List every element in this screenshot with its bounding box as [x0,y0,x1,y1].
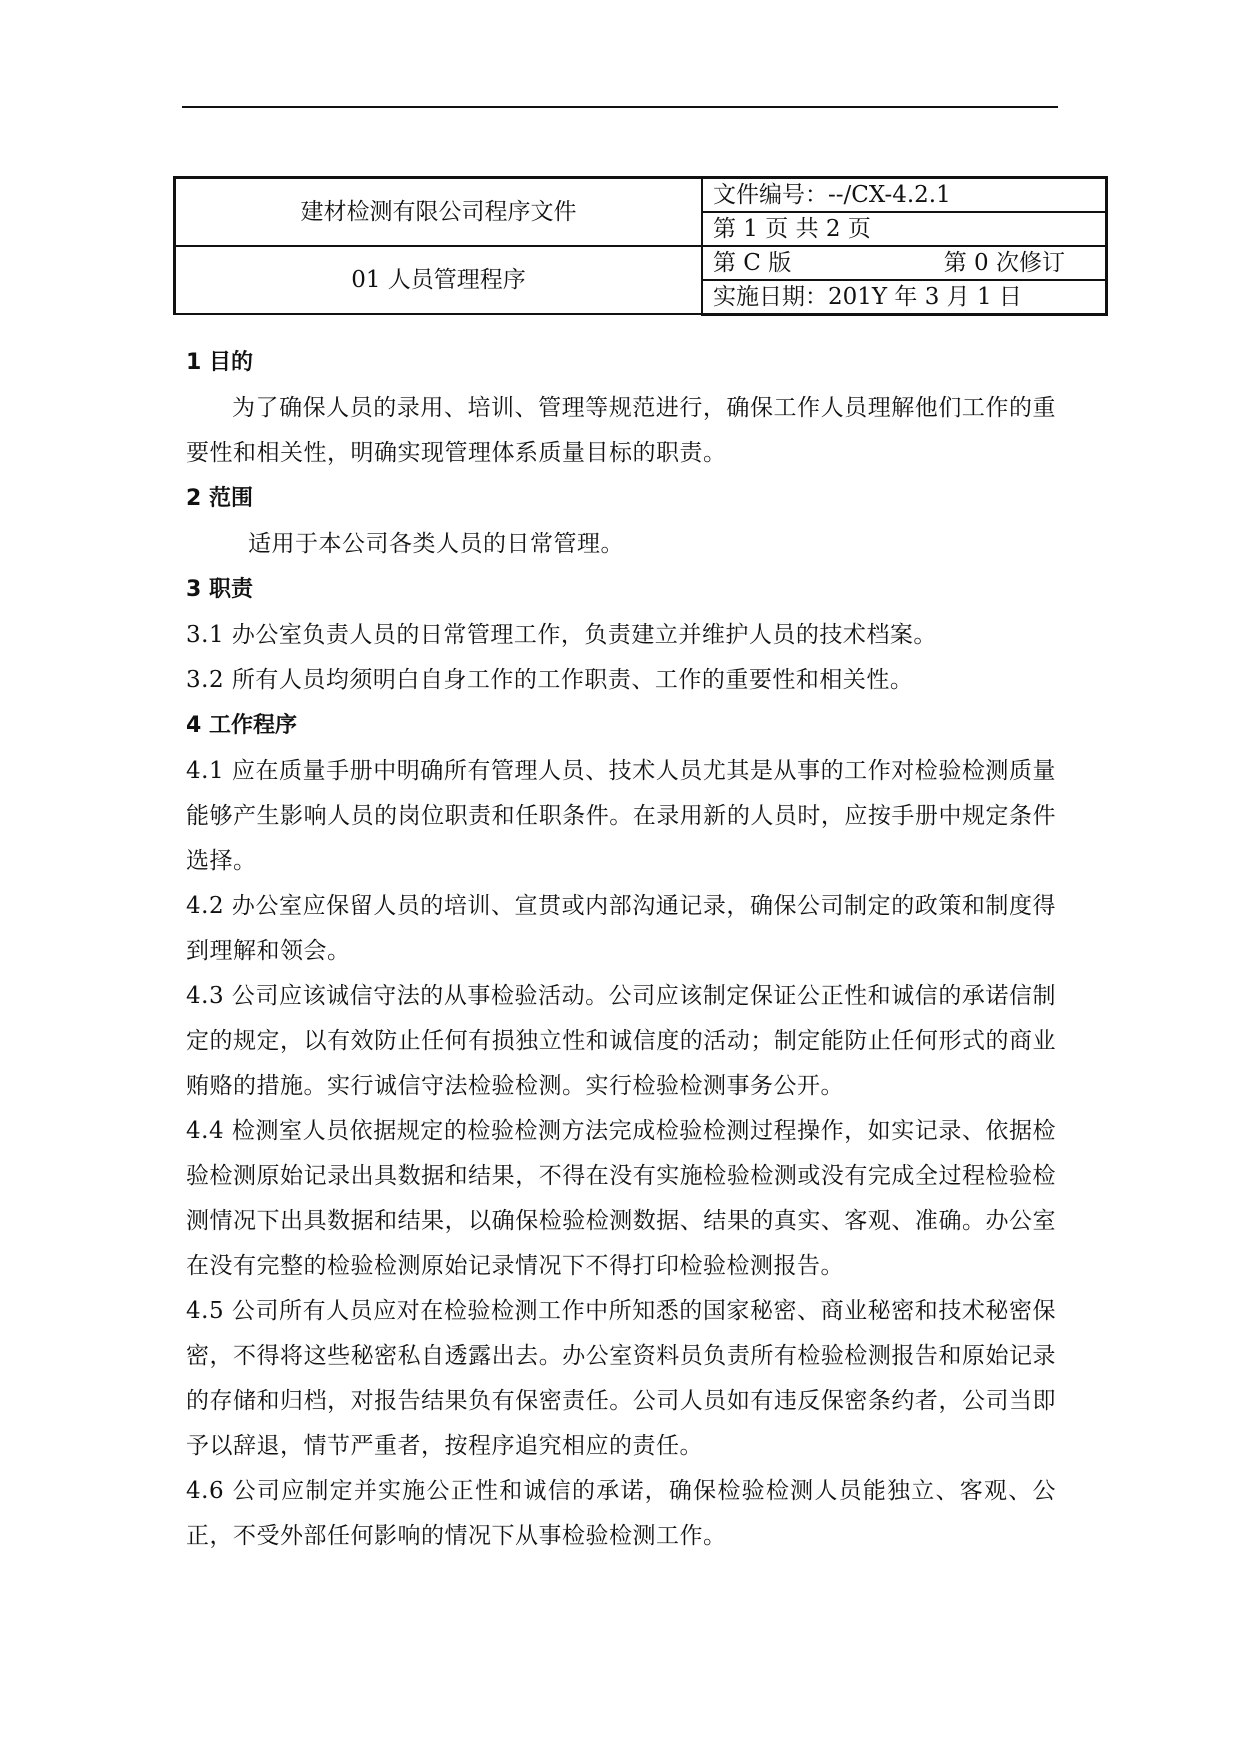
section-1-heading: 1 目的 [186,350,253,375]
document-header-table [173,176,1108,316]
edition-label: 第 C 版 [713,249,792,276]
section-4-6: 4.6 公司应制定并实施公正性和诚信的承诺，确保检验检测人员能独立、客观、公正，不受外部任何影响的情况下从事检验检测工作。 [186,1478,1056,1549]
effective-date: 实施日期：201Y 年 3 月 1 日 [702,280,1107,314]
section-2-text: 适用于本公司各类人员的日常管理。 [248,531,624,557]
section-3-2: 3.2 所有人员均须明白自身工作的工作职责、工作的重要性和相关性。 [186,667,914,693]
revision-label: 第 0 次修订 [943,249,1065,276]
section-2-heading: 2 范围 [186,486,253,511]
section-3-heading: 3 职责 [186,577,253,602]
edition-revision-cell [702,246,1107,280]
document-body [186,340,1056,1559]
file-number: 文件编号：--/CX-4.2.1 [702,178,1107,213]
section-1-text: 为了确保人员的录用、培训、管理等规范进行，确保工作人员理解他们工作的重要性和相关性，明确实现管理体系质量目标的职责。 [186,395,1056,466]
section-4-4: 4.4 检测室人员依据规定的检验检测方法完成检验检测过程操作，如实记录、依据检验检测原始记录出具数据和结果，不得在没有实施检验检测或没有完成全过程检验检测情况下出具数据和结果，以确保检验检测数据、结果的真实、客观、准确。办公室在没有完整的检验检测原始记录情况下不得打印检验检测报告。 [186,1118,1056,1279]
section-4-5: 4.5 公司所有人员应对在检验检测工作中所知悉的国家秘密、商业秘密和技术秘密保密，不得将这些秘密私自透露出去。办公室资料员负责所有检验检测报告和原始记录的存储和归档，对报告结果负有保密责任。公司人员如有违反保密条约者，公司当即予以辞退，情节严重者，按程序追究相应的责任。 [186,1298,1056,1459]
header-rule [182,106,1058,108]
page-info: 第 1 页 共 2 页 [702,212,1107,246]
section-4-heading: 4 工作程序 [186,713,297,738]
section-3-1: 3.1 办公室负责人员的日常管理工作，负责建立并维护人员的技术档案。 [186,622,937,648]
company-doc-title: 建材检测有限公司程序文件 [175,178,703,247]
procedure-title: 01 人员管理程序 [175,246,703,314]
section-4-2: 4.2 办公室应保留人员的培训、宣贯或内部沟通记录，确保公司制定的政策和制度得到理解和领会。 [186,893,1056,964]
section-4-1: 4.1 应在质量手册中明确所有管理人员、技术人员尤其是从事的工作对检验检测质量能够产生影响人员的岗位职责和任职条件。在录用新的人员时，应按手册中规定条件选择。 [186,758,1056,874]
section-4-3: 4.3 公司应该诚信守法的从事检验活动。公司应该制定保证公正性和诚信的承诺信制定的规定，以有效防止任何有损独立性和诚信度的活动；制定能防止任何形式的商业贿赂的措施。实行诚信守法检验检测。实行检验检测事务公开。 [186,983,1056,1099]
